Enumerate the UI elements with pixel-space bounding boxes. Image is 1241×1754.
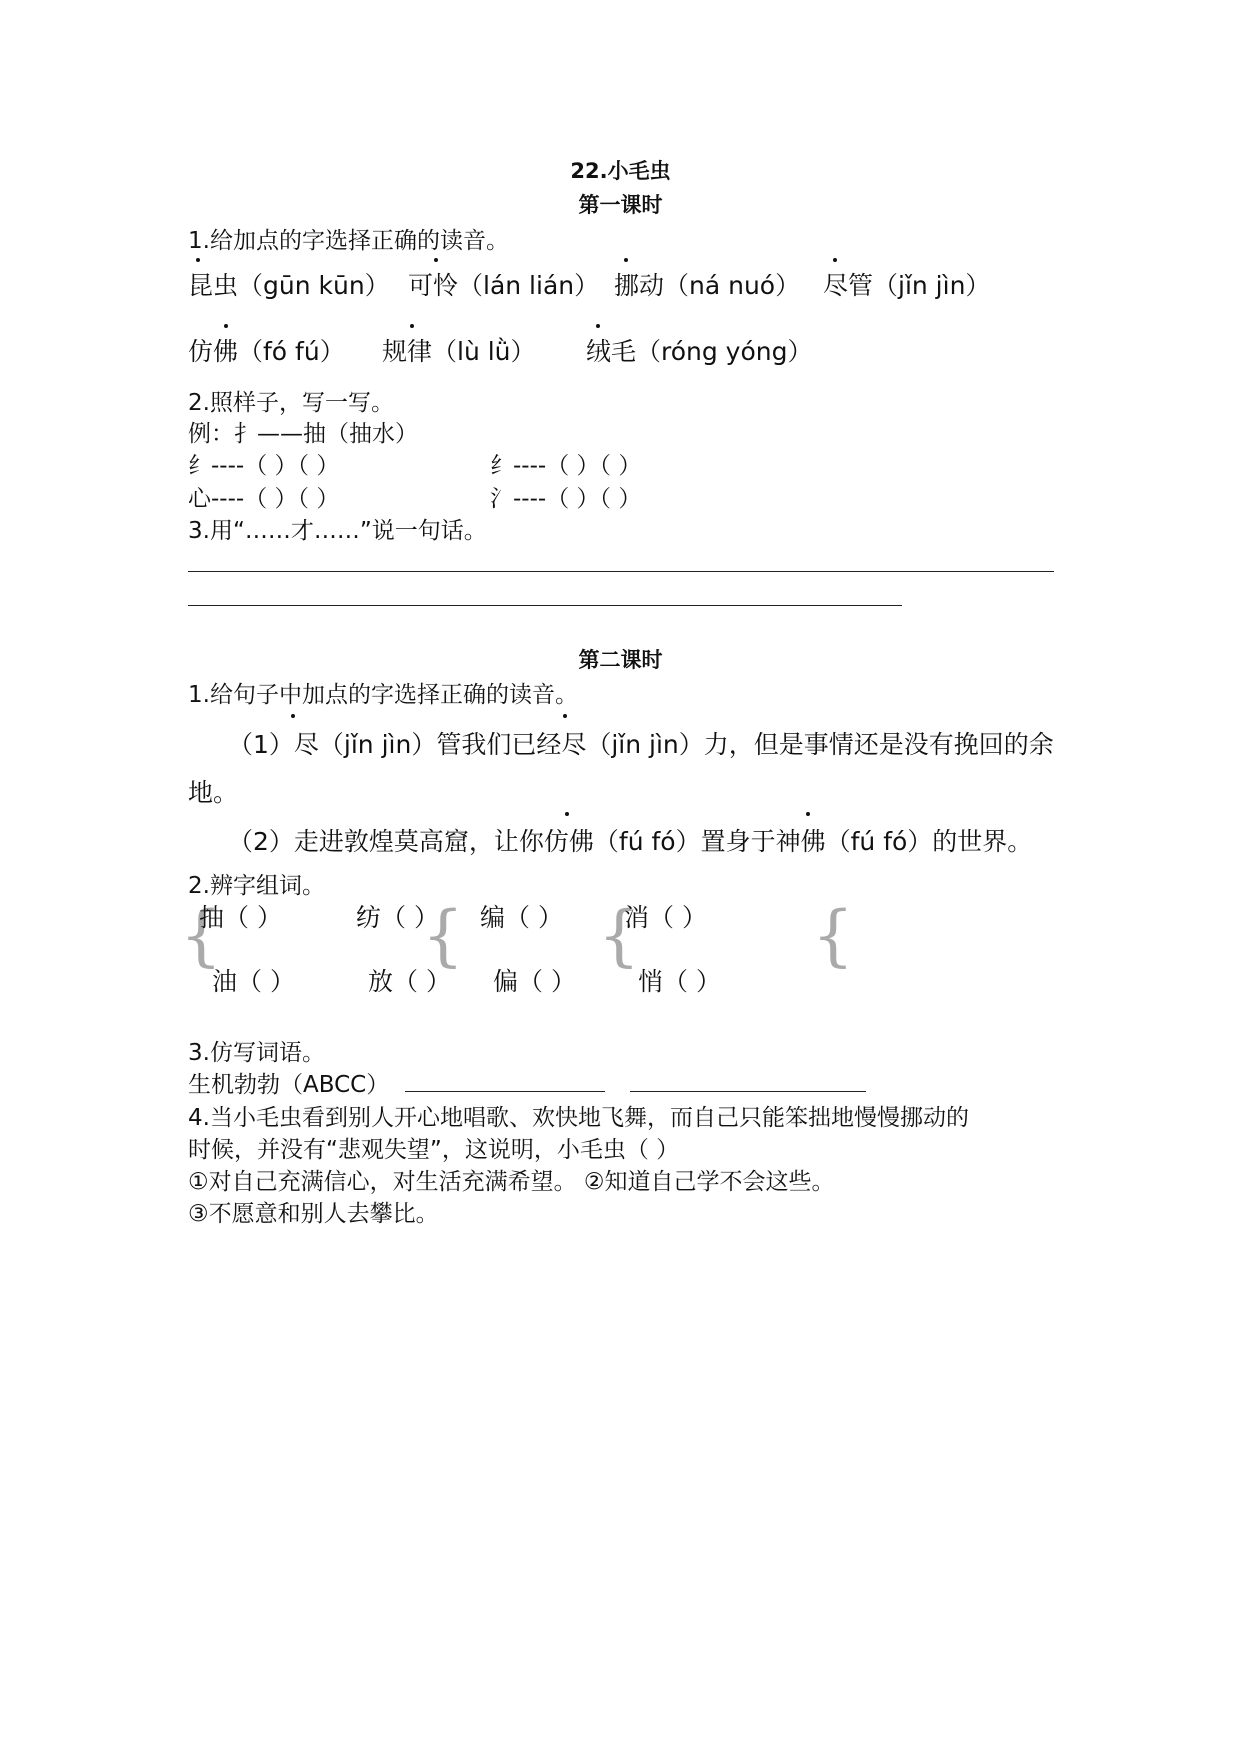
emphasis-dot <box>434 258 438 262</box>
pinyin-item: 昆虫（gūn kūn） <box>188 271 390 300</box>
word-pair-top: 编（ ） <box>480 903 563 932</box>
l2-q2-label: 2.辨字组词。 <box>188 873 325 899</box>
emphasis-dot <box>410 324 414 328</box>
answer-line <box>188 605 902 606</box>
lesson1-heading: 第一课时 <box>578 193 663 217</box>
emphasis-dot <box>224 324 228 328</box>
radical-line: 纟----（ ）（ ） <box>188 453 340 479</box>
sentence-1-end: 地。 <box>188 778 239 807</box>
emphasis-dot <box>291 714 295 718</box>
pinyin-item: 挪动（ná nuó） <box>614 271 801 300</box>
emphasis-dot <box>806 812 810 816</box>
pinyin-item: 可怜（lán lián） <box>408 271 600 300</box>
lesson2-heading: 第二课时 <box>578 648 663 672</box>
page-title: 22.小毛虫 <box>570 159 671 183</box>
l2-q4-options-1-2: ①对自己充满信心，对生活充满希望。 ②知道自己学不会这些。 <box>188 1169 835 1195</box>
l2-q3-line: 生机勃勃（ABCC） <box>188 1072 390 1098</box>
l1-q1-label: 1.给加点的字选择正确的读音。 <box>188 228 509 254</box>
word-pair-bottom: 悄（ ） <box>638 967 721 996</box>
l2-q3-label: 3.仿写词语。 <box>188 1040 325 1066</box>
word-pair-bottom: 放（ ） <box>368 967 451 996</box>
emphasis-dot <box>565 812 569 816</box>
sentence-2: （2）走进敦煌莫高窟，让你仿佛（fú fó）置身于神佛（fú fó）的世界。 <box>228 827 1033 856</box>
radical-line: 心----（ ）（ ） <box>188 486 340 512</box>
emphasis-dot <box>833 258 837 262</box>
l1-q2-example: 例：扌——抽（抽水） <box>188 421 418 447</box>
group-brace: { <box>812 897 854 974</box>
sentence-1: （1）尽（jǐn jìn）管我们已经尽（jǐn jìn）力，但是事情还是没有挽回的余 <box>228 730 1054 759</box>
word-pair-bottom: 偏（ ） <box>493 967 576 996</box>
emphasis-dot <box>196 258 200 262</box>
l2-q4-option-3: ③不愿意和别人去攀比。 <box>188 1201 439 1227</box>
group-brace: { <box>598 897 640 974</box>
word-pair-top: 消（ ） <box>624 903 707 932</box>
group-brace: { <box>422 897 464 974</box>
answer-blank <box>405 1091 605 1092</box>
pinyin-item: 绒毛（róng yóng） <box>586 337 813 366</box>
radical-line: 氵----（ ）（ ） <box>490 486 642 512</box>
pinyin-item: 尽管（jǐn jìn） <box>823 271 991 300</box>
answer-blank <box>630 1091 866 1092</box>
emphasis-dot <box>624 258 628 262</box>
l2-q4-line2: 时候，并没有“悲观失望”，这说明，小毛虫（ ） <box>188 1137 680 1163</box>
answer-line <box>188 571 1054 572</box>
word-pair-top: 抽（ ） <box>199 903 282 932</box>
l1-q2-label: 2.照样子，写一写。 <box>188 390 394 416</box>
word-pair-bottom: 油（ ） <box>212 967 295 996</box>
l2-q4-line1: 4.当小毛虫看到别人开心地唱歌、欢快地飞舞，而自己只能笨拙地慢慢挪动的 <box>188 1105 969 1131</box>
group-brace: { <box>180 897 222 974</box>
word-pair-top: 纺（ ） <box>356 903 439 932</box>
radical-line: 纟----（ ）（ ） <box>490 453 642 479</box>
emphasis-dot <box>563 714 567 718</box>
pinyin-item: 仿佛（fó fú） <box>188 337 345 366</box>
l1-q3-label: 3.用“……才……”说一句话。 <box>188 518 487 544</box>
emphasis-dot <box>596 324 600 328</box>
l2-q1-label: 1.给句子中加点的字选择正确的读音。 <box>188 682 578 708</box>
pinyin-item: 规律（lù lǜ） <box>382 337 536 366</box>
